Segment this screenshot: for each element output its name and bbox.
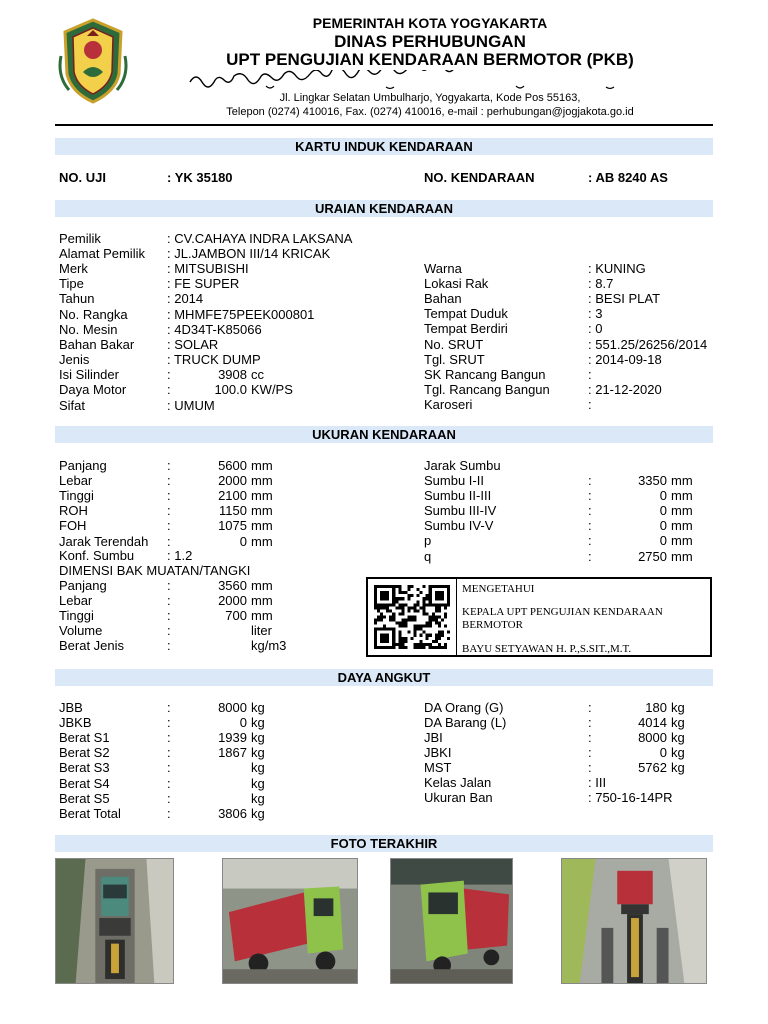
field-label: Tempat Berdiri: [424, 321, 508, 337]
isi-silinder-unit: cc: [251, 367, 264, 382]
section-foto-terakhir: FOTO TERAKHIR: [55, 835, 713, 852]
field-label: Jarak Terendah: [59, 533, 149, 549]
field-value: 8000: [638, 730, 667, 746]
colon: :: [167, 488, 171, 504]
colon: :: [167, 805, 171, 821]
dimensi-title: DIMENSI BAK MUATAN/TANGKI: [59, 563, 251, 578]
field-value: : FE SUPER: [167, 276, 240, 292]
field-label: Berat Jenis: [59, 638, 125, 654]
field-label: No. SRUT: [424, 336, 484, 352]
field-label: Berat S2: [59, 745, 110, 761]
colon: :: [167, 533, 171, 549]
colon: :: [588, 473, 592, 488]
section-kartu-induk: KARTU INDUK KENDARAAN: [55, 138, 713, 155]
field-label: DA Barang (L): [424, 715, 507, 731]
field-label: Lebar: [59, 473, 93, 489]
field-label: p: [424, 533, 432, 549]
field-unit: kg: [251, 775, 265, 791]
field-unit: kg: [671, 715, 685, 731]
field-unit: kg: [251, 745, 265, 761]
field-value: : 8.7: [588, 276, 614, 292]
header-address: Jl. Lingkar Selatan Umbulharjo, Yogyakarta, Kode Pos 55163,: [279, 92, 581, 104]
field-value: 2750: [638, 548, 667, 564]
field-label: Sumbu II-III: [424, 488, 492, 504]
field-label: JBI: [424, 730, 443, 746]
field-value: :: [588, 396, 592, 412]
javanese-script-line-icon: [186, 70, 666, 90]
field-unit: kg: [251, 730, 265, 746]
vehicle-photo-left: [390, 858, 513, 984]
signature-box: [366, 577, 712, 657]
colon: :: [167, 578, 171, 593]
vehicle-photo-right: [222, 858, 358, 984]
field-unit: kg: [671, 760, 685, 776]
no-kendaraan-label: NO. KENDARAAN: [424, 170, 535, 185]
colon: :: [588, 745, 592, 761]
field-unit: mm: [251, 533, 273, 549]
field-value: 5600: [218, 458, 247, 473]
colon: :: [167, 700, 171, 715]
field-label: No. Mesin: [59, 321, 118, 337]
colon: :: [588, 518, 592, 534]
daya-motor-label: Daya Motor: [59, 382, 127, 397]
field-label: Berat S5: [59, 790, 110, 806]
field-label: Lokasi Rak: [424, 276, 489, 292]
field-unit: kg: [251, 700, 265, 715]
field-label: Panjang: [59, 578, 107, 593]
field-value: : 750-16-14PR: [588, 790, 673, 806]
field-unit: kg: [671, 700, 685, 715]
section-uraian-kendaraan: URAIAN KENDARAAN: [55, 200, 713, 217]
signature-acknowledge: MENGETAHUI: [462, 583, 535, 595]
field-unit: mm: [251, 488, 273, 504]
sifat-value: : UMUM: [167, 398, 215, 413]
field-label: Panjang: [59, 458, 107, 473]
field-unit: mm: [671, 473, 693, 488]
field-value: : BESI PLAT: [588, 291, 661, 307]
field-value: : 2014-09-18: [588, 351, 662, 367]
colon: :: [588, 715, 592, 731]
field-unit: mm: [671, 488, 693, 504]
field-unit: liter: [251, 623, 272, 639]
colon: :: [588, 533, 592, 549]
no-kendaraan-value: : AB 8240 AS: [588, 170, 668, 185]
field-label: Berat Total: [59, 805, 121, 821]
field-value: 2000: [218, 593, 247, 609]
colon: :: [167, 367, 171, 382]
field-unit: kg/m3: [251, 638, 287, 654]
colon: :: [167, 623, 171, 639]
field-value: 5762: [638, 760, 667, 776]
field-unit: kg: [251, 790, 265, 806]
field-label: Warna: [424, 261, 462, 276]
field-value: : 0: [588, 321, 603, 337]
field-label: Tahun: [59, 291, 95, 307]
field-value: : III: [588, 775, 607, 790]
field-value: 2000: [218, 473, 247, 489]
field-label: Volume: [59, 623, 103, 639]
colon: :: [588, 730, 592, 746]
field-label: Kelas Jalan: [424, 775, 492, 790]
field-value: : 4D34T-K85066: [167, 321, 262, 337]
vehicle-photo-front: [55, 858, 174, 984]
vehicle-photo-rear: [561, 858, 707, 984]
field-label: Tgl. Rancang Bangun: [424, 381, 550, 397]
field-label: FOH: [59, 518, 87, 534]
field-value: : SOLAR: [167, 336, 219, 352]
field-label: Sumbu I-II: [424, 473, 484, 488]
field-value: : MITSUBISHI: [167, 261, 249, 277]
field-label: ROH: [59, 503, 88, 519]
field-label: Bahan: [424, 291, 462, 307]
field-label: Lebar: [59, 593, 93, 609]
section-ukuran-kendaraan: UKURAN KENDARAAN: [55, 426, 713, 443]
field-value: : KUNING: [588, 261, 646, 276]
header-department: DINAS PERHUBUNGAN: [334, 32, 526, 51]
field-label: Tinggi: [59, 608, 94, 624]
signature-position-line2: BERMOTOR: [462, 619, 523, 631]
field-label: Merk: [59, 261, 88, 277]
signature-position-line1: KEPALA UPT PENGUJIAN KENDARAAN: [462, 606, 663, 618]
field-value: 4014: [638, 715, 667, 731]
signature-name: BAYU SETYAWAN H. P.,S.SIT.,M.T.: [462, 643, 632, 655]
field-label: Jenis: [59, 351, 90, 367]
konf-sumbu-value: : 1.2: [167, 548, 193, 563]
field-unit: mm: [251, 473, 273, 489]
field-value: : 551.25/26256/2014: [588, 336, 708, 352]
colon: :: [167, 745, 171, 761]
colon: :: [588, 760, 592, 776]
field-unit: kg: [671, 730, 685, 746]
field-value: : 2014: [167, 291, 204, 307]
field-value: 1150: [219, 503, 247, 519]
header-government: PEMERINTAH KOTA YOGYAKARTA: [312, 15, 548, 31]
field-value: 0: [659, 745, 667, 761]
yogyakarta-city-emblem-icon: [57, 16, 129, 104]
field-label: Tgl. SRUT: [424, 351, 485, 367]
field-value: 0: [239, 533, 247, 549]
field-value: 700: [225, 608, 247, 624]
field-label: DA Orang (G): [424, 700, 504, 715]
field-unit: kg: [251, 760, 265, 776]
field-value: : CV.CAHAYA INDRA LAKSANA: [167, 231, 353, 246]
field-value: 3350: [638, 473, 667, 488]
field-value: 2100: [218, 488, 247, 504]
field-value: 0: [659, 488, 667, 504]
field-label: No. Rangka: [59, 306, 128, 322]
field-value: 8000: [218, 700, 247, 715]
field-unit: mm: [251, 578, 273, 593]
field-label: JBKI: [424, 745, 452, 761]
colon: :: [167, 715, 171, 731]
field-value: 0: [659, 518, 667, 534]
colon: :: [167, 503, 171, 519]
colon: :: [588, 488, 592, 504]
field-value: : MHMFE75PEEK000801: [167, 306, 315, 322]
field-value: 3560: [218, 578, 247, 593]
field-value: 0: [659, 503, 667, 519]
field-label: Tinggi: [59, 488, 94, 504]
field-unit: kg: [671, 745, 685, 761]
colon: :: [167, 790, 171, 806]
colon: :: [167, 638, 171, 654]
field-unit: mm: [671, 503, 693, 519]
field-unit: kg: [251, 715, 265, 731]
qr-code-icon: [374, 585, 450, 649]
colon: :: [167, 473, 171, 489]
field-label: Pemilik: [59, 231, 101, 246]
colon: :: [588, 700, 592, 715]
colon: :: [167, 775, 171, 791]
colon: :: [167, 608, 171, 624]
field-label: Sumbu III-IV: [424, 503, 497, 519]
header-unit: UPT PENGUJIAN KENDARAAN BERMOTOR (PKB): [226, 50, 634, 69]
daya-motor-value: 100.0: [214, 382, 247, 397]
field-label: Tipe: [59, 276, 84, 292]
colon: :: [167, 458, 171, 473]
field-value: 1939: [218, 730, 247, 746]
isi-silinder-label: Isi Silinder: [59, 367, 119, 382]
field-label: JBB: [59, 700, 83, 715]
konf-sumbu-label: Konf. Sumbu: [59, 548, 135, 563]
no-uji-label: NO. UJI: [59, 170, 106, 185]
field-label: Berat S4: [59, 775, 110, 791]
field-value: 1075: [218, 518, 247, 534]
field-label: Bahan Bakar: [59, 336, 135, 352]
field-value: : JL.JAMBON III/14 KRICAK: [167, 246, 331, 262]
field-label: Ukuran Ban: [424, 790, 493, 806]
field-unit: mm: [251, 608, 273, 624]
field-value: 180: [645, 700, 667, 715]
sifat-label: Sifat: [59, 398, 86, 413]
field-value: 0: [659, 533, 667, 549]
field-label: Karoseri: [424, 396, 473, 412]
field-value: 1867: [218, 745, 247, 761]
field-value: : 3: [588, 306, 603, 322]
colon: :: [167, 760, 171, 776]
field-value: : 21-12-2020: [588, 381, 662, 397]
field-unit: mm: [671, 548, 693, 564]
header-contact: Telepon (0274) 410016, Fax. (0274) 410016, e-mail : perhubungan@jogjakota.go.id: [226, 106, 634, 118]
field-value: : TRUCK DUMP: [167, 351, 261, 367]
header-divider: [55, 124, 713, 126]
field-value: 0: [239, 715, 247, 731]
field-label: Sumbu IV-V: [424, 518, 494, 534]
colon: :: [167, 382, 171, 397]
field-label: SK Rancang Bangun: [424, 366, 546, 382]
colon: :: [167, 593, 171, 609]
field-unit: mm: [251, 593, 273, 609]
field-unit: mm: [251, 518, 273, 534]
field-label: Tempat Duduk: [424, 306, 508, 322]
field-unit: mm: [671, 518, 693, 534]
field-unit: kg: [251, 805, 265, 821]
field-label: Alamat Pemilik: [59, 246, 145, 262]
isi-silinder-value: 3908: [218, 367, 247, 382]
field-unit: mm: [251, 503, 273, 519]
field-value: 3806: [218, 805, 247, 821]
colon: :: [588, 503, 592, 519]
field-unit: mm: [251, 458, 273, 473]
field-label: Berat S1: [59, 730, 110, 746]
section-daya-angkut: DAYA ANGKUT: [55, 669, 713, 686]
colon: :: [588, 548, 592, 564]
colon: :: [167, 730, 171, 746]
field-unit: mm: [671, 533, 693, 549]
field-label: Berat S3: [59, 760, 110, 776]
no-uji-value: : YK 35180: [167, 170, 233, 185]
field-label: JBKB: [59, 715, 92, 731]
field-value: :: [588, 366, 592, 382]
daya-motor-unit: KW/PS: [251, 382, 293, 397]
colon: :: [167, 518, 171, 534]
jarak-sumbu-title: Jarak Sumbu: [424, 458, 501, 473]
field-label: q: [424, 548, 432, 564]
field-label: MST: [424, 760, 452, 776]
